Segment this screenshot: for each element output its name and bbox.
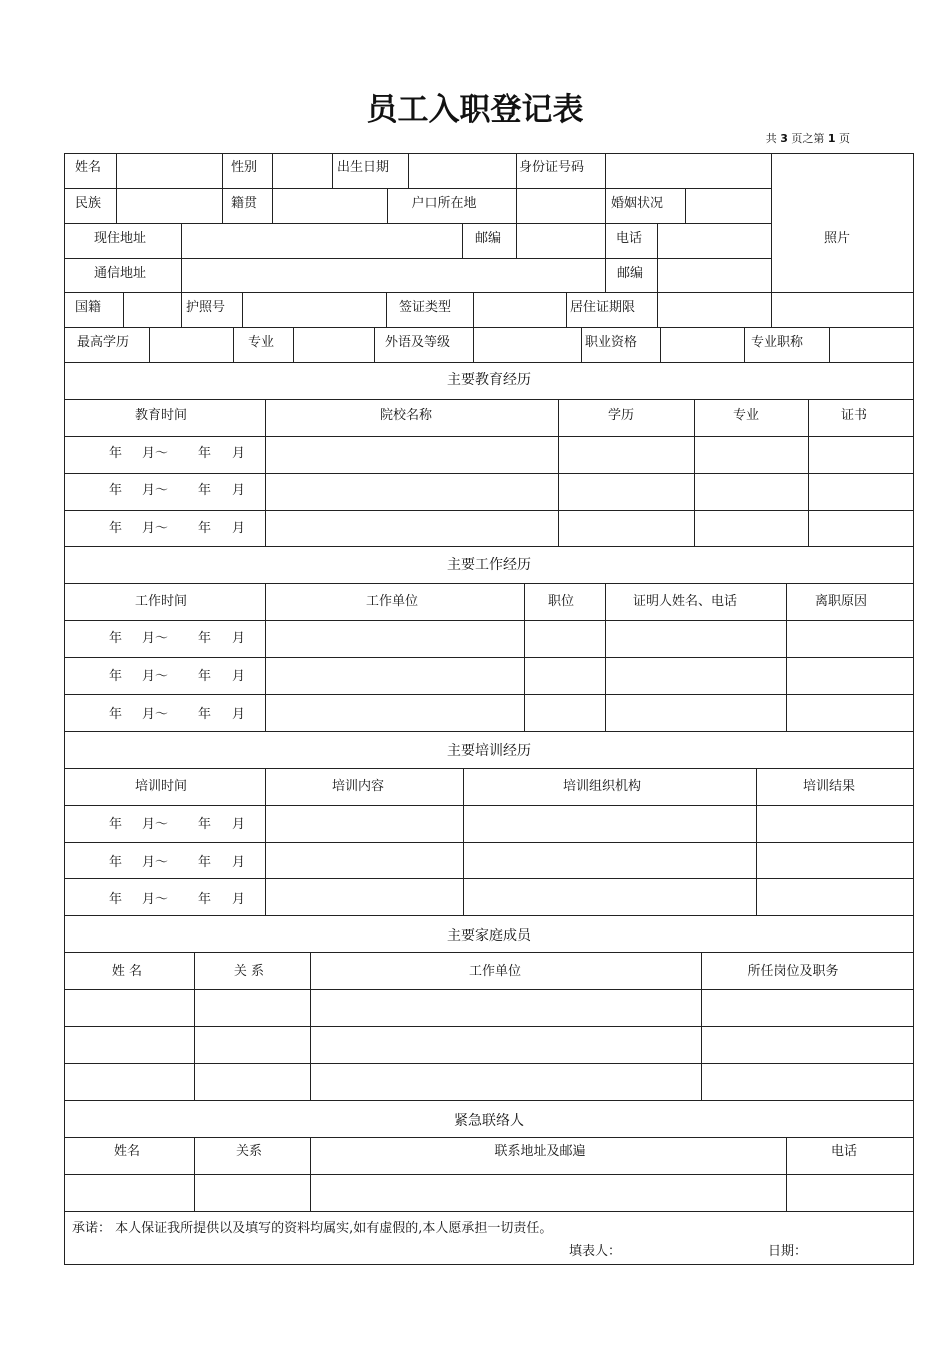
header-family-relation: 关 系 xyxy=(233,964,265,979)
header-contact-phone: 电话 xyxy=(830,1144,858,1159)
label-photo: 照片 xyxy=(823,231,851,246)
label-professional-title: 专业职称 xyxy=(751,335,804,350)
section-work: 主要工作经历 xyxy=(447,557,531,573)
header-contact-address: 联系地址及邮遍 xyxy=(494,1144,586,1159)
label-phone: 电话 xyxy=(616,231,643,246)
label-id-number: 身份证号码 xyxy=(519,160,585,175)
header-training-time: 培训时间 xyxy=(134,779,188,794)
page-title: 员工入职登记表 xyxy=(366,92,584,128)
label-passport: 护照号 xyxy=(186,300,226,315)
label-postcode: 邮编 xyxy=(475,231,502,246)
header-training-org: 培训组织机构 xyxy=(562,779,642,794)
label-name: 姓名 xyxy=(75,160,102,175)
header-edu-time: 教育时间 xyxy=(134,408,188,423)
label-hukou: 户口所在地 xyxy=(411,196,477,211)
label-native-place: 籍贯 xyxy=(231,196,258,211)
header-position: 职位 xyxy=(547,594,575,609)
label-current-address: 现住地址 xyxy=(93,231,147,246)
header-school: 院校名称 xyxy=(379,408,433,423)
header-employer: 工作单位 xyxy=(365,594,419,609)
section-emergency: 紧急联络人 xyxy=(454,1113,524,1129)
label-major: 专业 xyxy=(248,335,275,350)
header-contact-name: 姓名 xyxy=(113,1144,141,1159)
header-training-result: 培训结果 xyxy=(802,779,856,794)
registration-form: 姓名 性别 出生日期 身份证号码 民族 籍贯 户口所在地 婚姻状况 现住地址 邮编 电话 照片 通信地址 邮编 国籍 护照号 签证类型 居住证期限 最高学历 专业 外语及等级 职业资格 专业职称 主要教育经历 教育时间 院校名称 学历 专业 证书 年 月～ 年 月 年 月～ 年 月 年 月～ 年 月 主要工作经历 工作时间 工作单位 职位 证明人姓名、电话 离职原因 年 月～ 年 月 年 月～ 年 月 年 月～ 年 月 主要培训经历 培训时间 培训内容 培训组织机构 培训结果 年 月～ 年 月 年 月～ 年 月 年 月～ 年 月 主要家庭成员 姓 名 关 系 工作单位 所任岗位及职务 紧急联络人 姓名 关系 联系地址及邮遍 电话 承诺： 本人保证我所提供以及填写的资料均属实,如有虚假的,本人愿承担一切责任。 填表人： 日期： xyxy=(64,153,914,1265)
label-residence-permit: 居住证期限 xyxy=(570,300,636,315)
header-family-name: 姓 名 xyxy=(111,964,143,979)
date-label: 日期： xyxy=(768,1244,808,1259)
label-visa-type: 签证类型 xyxy=(399,300,452,315)
label-gender: 性别 xyxy=(231,160,258,175)
label-ethnicity: 民族 xyxy=(75,196,102,211)
header-family-position: 所任岗位及职务 xyxy=(747,964,839,979)
filler-label: 填表人： xyxy=(569,1244,622,1259)
label-qualification: 职业资格 xyxy=(585,335,638,350)
label-marital-status: 婚姻状况 xyxy=(611,196,664,211)
header-contact-relation: 关系 xyxy=(235,1144,263,1159)
label-language: 外语及等级 xyxy=(385,335,451,350)
label-mailing-address: 通信地址 xyxy=(93,266,147,281)
header-training-content: 培训内容 xyxy=(331,779,385,794)
header-reference: 证明人姓名、电话 xyxy=(632,594,738,609)
header-edu-major: 专业 xyxy=(732,408,760,423)
header-family-employer: 工作单位 xyxy=(468,964,522,979)
label-birth-date: 出生日期 xyxy=(337,160,390,175)
header-degree: 学历 xyxy=(607,408,635,423)
header-certificate: 证书 xyxy=(840,408,868,423)
page-indicator: 共 3 页之第 1 页 xyxy=(765,132,850,145)
section-training: 主要培训经历 xyxy=(447,743,531,759)
header-work-time: 工作时间 xyxy=(134,594,188,609)
label-highest-education: 最高学历 xyxy=(77,335,130,350)
label-postcode-2: 邮编 xyxy=(617,266,644,281)
header-leave-reason: 离职原因 xyxy=(814,594,868,609)
section-education: 主要教育经历 xyxy=(447,372,531,388)
label-nationality: 国籍 xyxy=(75,300,102,315)
pledge-text: 承诺： 本人保证我所提供以及填写的资料均属实,如有虚假的,本人愿承担一切责任。 xyxy=(72,1221,553,1236)
section-family: 主要家庭成员 xyxy=(447,928,531,944)
